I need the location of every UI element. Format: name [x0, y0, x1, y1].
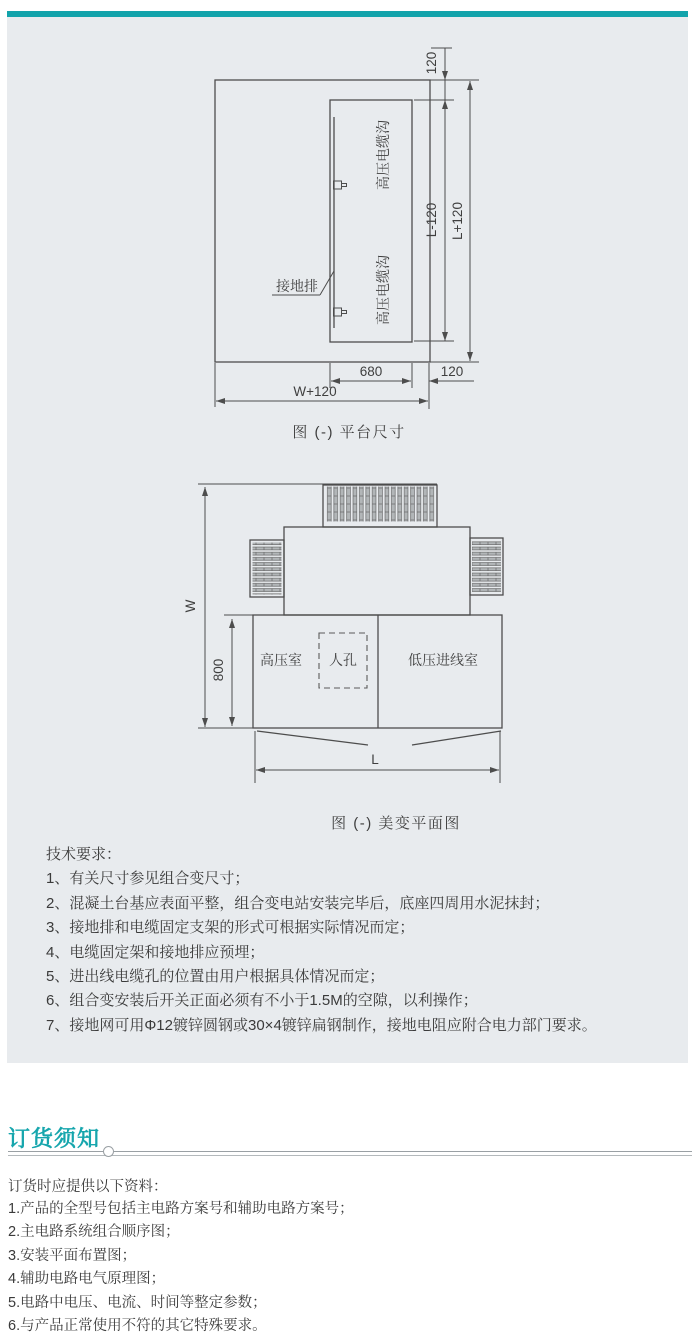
skirt-line [412, 731, 501, 745]
ordering-intro: 订货时应提供以下资料： [8, 1179, 168, 1195]
platform-plan-drawing [215, 48, 479, 441]
dimension-top-offset [414, 48, 454, 341]
tech-item: 1、有关尺寸参见组合变尺寸； [46, 870, 250, 888]
cable-clamp-symbol [334, 308, 347, 316]
dim-outer-length-value: L+120 [450, 202, 465, 240]
ordering-list [8, 1198, 354, 1338]
cable-clamp-symbol [334, 181, 347, 189]
hv-room-label: 高压室 [260, 652, 302, 668]
hv-trench-label-lower: 高压电缆沟 [375, 255, 391, 325]
ordering-item: 4.辅助电路电气原理图； [8, 1271, 166, 1288]
dim-depth-value: 800 [211, 658, 226, 682]
dim-width-value: W [183, 599, 198, 613]
tech-item: 4、电缆固定架和接地排应预埋； [46, 943, 265, 961]
dim-top-offset-value: 120 [424, 51, 439, 75]
technical-requirements [46, 843, 666, 1038]
ordering-section-title: 订货须知 [8, 1126, 101, 1151]
ordering-item: 5.电路中电压、电流、时间等整定参数； [8, 1294, 267, 1311]
tech-item: 7、接地网可用Φ12镀锌圆钢或30×4镀锌扁钢制作，接地电阻应附合电力部门要求。 [46, 1016, 597, 1034]
ordering-item: 1.产品的全型号包括主电路方案号和辅助电路方案号； [8, 1201, 354, 1217]
ordering-item: 6.与产品正常使用不符的其它特殊要求。 [8, 1318, 267, 1335]
right-radiator [470, 538, 503, 595]
transformer-body [284, 527, 470, 615]
platform-outline [215, 80, 430, 362]
dimension-length-l [255, 731, 500, 783]
top-radiator [323, 485, 437, 527]
leader-line [320, 271, 334, 295]
dim-trench-width-value: 680 [359, 364, 383, 379]
tech-title: 技术要求： [46, 846, 122, 863]
dim-right-offset-value: 120 [440, 364, 464, 379]
ordering-item: 2.主电路系统组合顺序图； [8, 1224, 180, 1241]
hv-trench-label-upper: 高压电缆沟 [375, 120, 391, 190]
diagram2-caption: 图 (-) 美变平面图 [331, 815, 461, 832]
tech-item: 5、进出线电缆孔的位置由用户根据具体情况而定； [46, 968, 385, 986]
divider-ring [103, 1146, 114, 1157]
dim-platform-width-value: W+120 [293, 384, 337, 399]
transformer-plan-drawing [183, 484, 503, 832]
left-radiator [250, 540, 284, 597]
diagram1-caption: 图 (-) 平台尺寸 [292, 424, 406, 441]
cable-trench-outline [330, 100, 412, 342]
tech-item: 6、组合变安装后开关正面必须有不小于1.5M的空隙，以利操作； [46, 992, 478, 1010]
lv-room-label: 低压进线室 [408, 652, 478, 668]
tech-item: 2、混凝土台基应表面平整，组合变电站安装完毕后，底座四周用水泥抹封； [46, 894, 550, 912]
dimension-bottom [215, 363, 474, 409]
manhole-label: 人孔 [329, 652, 357, 668]
dimension-width-w [183, 487, 253, 728]
ordering-item: 3.安装平面布置图； [8, 1247, 137, 1264]
dim-length-value: L [371, 752, 379, 767]
dim-inner-length-value: L-120 [424, 202, 439, 238]
section-divider [8, 1151, 692, 1156]
tech-item: 3、接地排和电缆固定支架的形式可根据实际情况而定； [46, 919, 415, 937]
grounding-bar-label: 接地排 [276, 278, 318, 294]
skirt-line [257, 731, 368, 745]
dimension-depth-800 [211, 615, 253, 726]
